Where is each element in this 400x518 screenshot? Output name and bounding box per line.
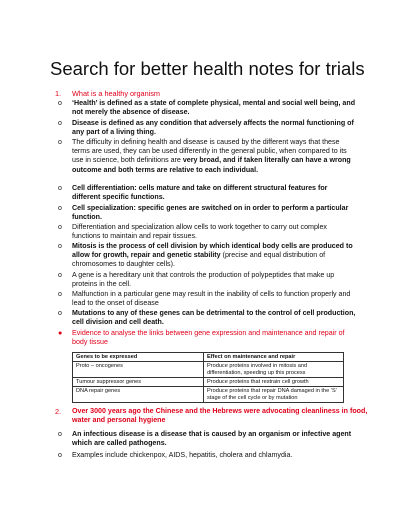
section-2-title: Over 3000 years ago the Chinese and the Hebrews were advocating cleanliness in food, water and personal hygiene [72,407,368,424]
bullet-marker: o [58,452,62,459]
table-row [73,362,344,378]
list-item [58,451,356,460]
list-item [58,271,356,289]
column-header: Effect on maintenance and repair [204,353,344,362]
list-item [58,290,356,308]
bullet-bold-text: An infectious disease is a disease that is caused by an organism or infective agent which are called pathogens. [72,430,352,448]
bullet-text: The difficulty in defining health and disease is caused by the different ways that these terms are used, they can be used differently in the general public, when compared to its use in science, both definitions are [72,138,347,165]
table-cell: Produce proteins that repair DNA damaged in the ‘S’ stage of the cell cycle or by mutation [204,387,344,403]
bullet-marker: o [58,224,62,231]
bullet-bold-text: very broad, and if taken literally can have a wrong outcome and both terms are relative to each individual. [72,156,351,174]
evidence-text: Evidence to analyse the links between gene expression and maintenance and repair of body tissue [72,329,345,347]
bullet-bold-text: ‘Health’ is defined as a state of complete physical, mental and social well being, and not merely the absence of disease. [72,99,356,117]
bullet-bold-text: Cell specialization: specific genes are switched on in order to perform a particular function. [72,204,349,222]
bullet-text: Examples include chickenpox, AIDS, hepatitis, cholera and chlamydia. [72,451,293,459]
page-title: Search for better health notes for trials [50,58,365,79]
bullet-marker: o [58,139,62,146]
table-row [73,378,344,387]
list-item [58,138,356,175]
table-cell: Produce proteins involved in mitosis and differentiation, speeding up this process [204,362,344,378]
list-item [58,119,356,137]
column-header: Genes to be expressed [73,353,204,362]
table-cell: DNA repair genes [73,387,204,403]
bullet-text: (precise and equal distribution of chromosomes to daughter cells). [72,251,326,269]
list-item [58,309,356,327]
bullet-text: A gene is a hereditary unit that controls the production of polypeptides that make up proteins in the cell. [72,271,335,289]
bullet-marker: o [58,205,62,212]
bullet-marker: o [58,243,62,250]
list-item [58,99,356,117]
table-cell: Proto – oncogenes [73,362,204,378]
bullet-marker: o [58,431,62,438]
bullet-marker: o [58,272,62,279]
list-item [58,223,356,241]
table-cell: Produce proteins that restrain cell growth [204,378,344,387]
list-item [58,204,356,222]
bullet-bold-text: Disease is defined as any condition that adversely affects the normal functioning of any part of a living thing. [72,119,354,137]
bullet-bold-text: Cell differentiation: cells mature and take on different structural features for different specific functions. [72,184,328,202]
bullet-marker: o [58,185,62,192]
bullet-marker: o [58,120,62,127]
bullet-text: Differentiation and specialization allow cells to work together to carry out complex functions to maintain and repair tissues. [72,223,327,241]
list-item [58,242,356,270]
table-header-row [73,353,344,362]
evidence-item [58,329,356,347]
list-item [58,184,356,202]
bullet-dot-icon: ● [58,329,63,337]
bullet-marker: o [58,100,62,107]
bullet-text: Malfunction in a particular gene may result in the inability of cells to function properly and lead to the onset of disease [72,290,351,308]
bullet-marker: o [58,310,62,317]
table-cell: Tumour suppressor genes [73,378,204,387]
bullet-bold-text: Mutations to any of these genes can be detrimental to the control of cell production, cell division and cell death. [72,309,356,327]
list-item [58,430,356,448]
section-1-title: What is a healthy organism [72,89,161,98]
section-1-number: 1. [55,89,62,98]
genes-table [72,352,344,403]
bullet-bold-text: Mitosis is the process of cell division by which identical body cells are produced to allow for growth, repair and genetic stability [72,242,353,260]
section-2-number: 2. [55,407,62,416]
bullet-marker: o [58,291,62,298]
table-row [73,387,344,403]
